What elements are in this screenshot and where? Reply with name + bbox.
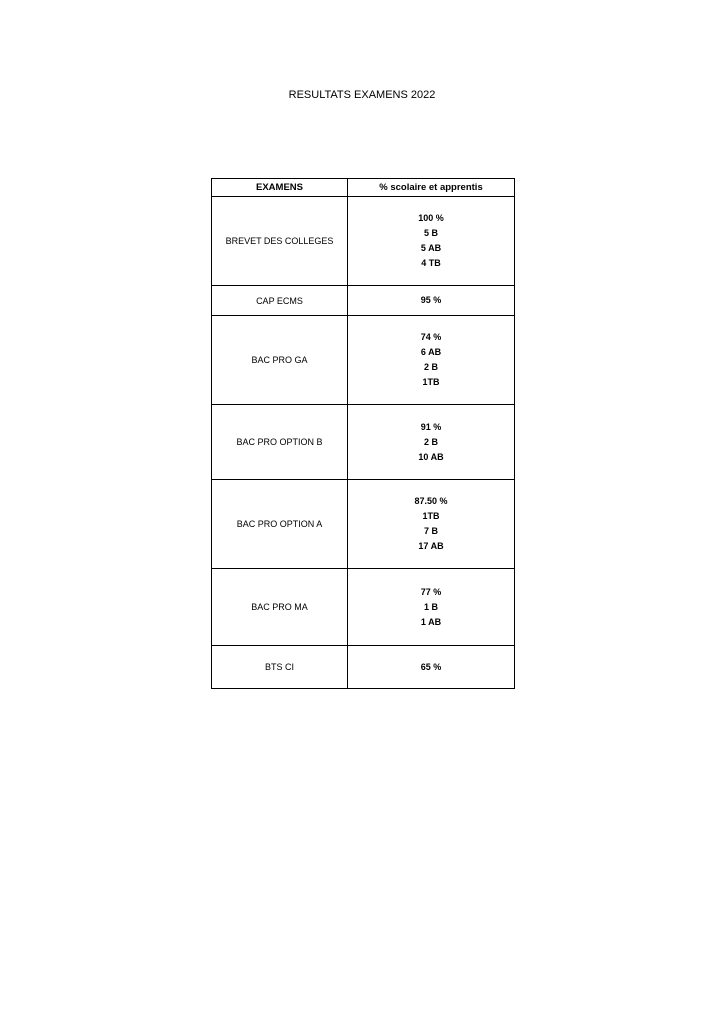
exam-result [348, 480, 515, 569]
result-line: 74 % [420, 332, 442, 342]
result-line: 1TB [422, 511, 440, 521]
table-row [212, 316, 515, 405]
exam-name: BAC PRO OPTION A [212, 480, 348, 569]
exam-name: BAC PRO MA [212, 569, 348, 646]
table-row [212, 646, 515, 689]
result-line: 1TB [422, 377, 440, 387]
result-line: 65 % [420, 661, 442, 672]
header-examens: EXAMENS [212, 179, 348, 197]
header-percent: % scolaire et apprentis [348, 179, 515, 197]
table-row [212, 569, 515, 646]
result-line: 10 AB [418, 451, 444, 462]
result-line: 6 AB [420, 347, 442, 357]
exam-result [348, 197, 515, 286]
result-line: 100 % [418, 213, 444, 223]
exam-result [348, 646, 515, 689]
result-line: 77 % [420, 586, 442, 597]
result-line: 5 AB [420, 243, 442, 253]
exam-result [348, 405, 515, 480]
exam-name: BTS CI [212, 646, 348, 689]
result-line: 7 B [423, 526, 438, 536]
result-line: 17 AB [418, 541, 444, 551]
result-line: 1 B [423, 601, 438, 612]
result-line: 91 % [420, 421, 442, 432]
exam-name: CAP ECMS [212, 286, 348, 316]
table-row [212, 286, 515, 316]
exam-name: BREVET DES COLLEGES [212, 197, 348, 286]
exam-result [348, 286, 515, 316]
exam-result [348, 316, 515, 405]
table-header-row [212, 179, 515, 197]
exam-result [348, 569, 515, 646]
results-table [211, 178, 515, 689]
table-row [212, 197, 515, 286]
result-line: 4 TB [421, 258, 441, 268]
page-title: RESULTATS EXAMENS 2022 [288, 89, 436, 101]
result-line: 2 B [423, 362, 438, 372]
result-line: 95 % [420, 295, 442, 305]
result-line: 5 B [423, 228, 438, 238]
table-row [212, 405, 515, 480]
exam-name: BAC PRO GA [212, 316, 348, 405]
exam-name: BAC PRO OPTION B [212, 405, 348, 480]
result-line: 1 AB [420, 616, 442, 627]
result-line: 87.50 % [414, 496, 448, 506]
table-row [212, 480, 515, 569]
result-line: 2 B [423, 436, 438, 447]
